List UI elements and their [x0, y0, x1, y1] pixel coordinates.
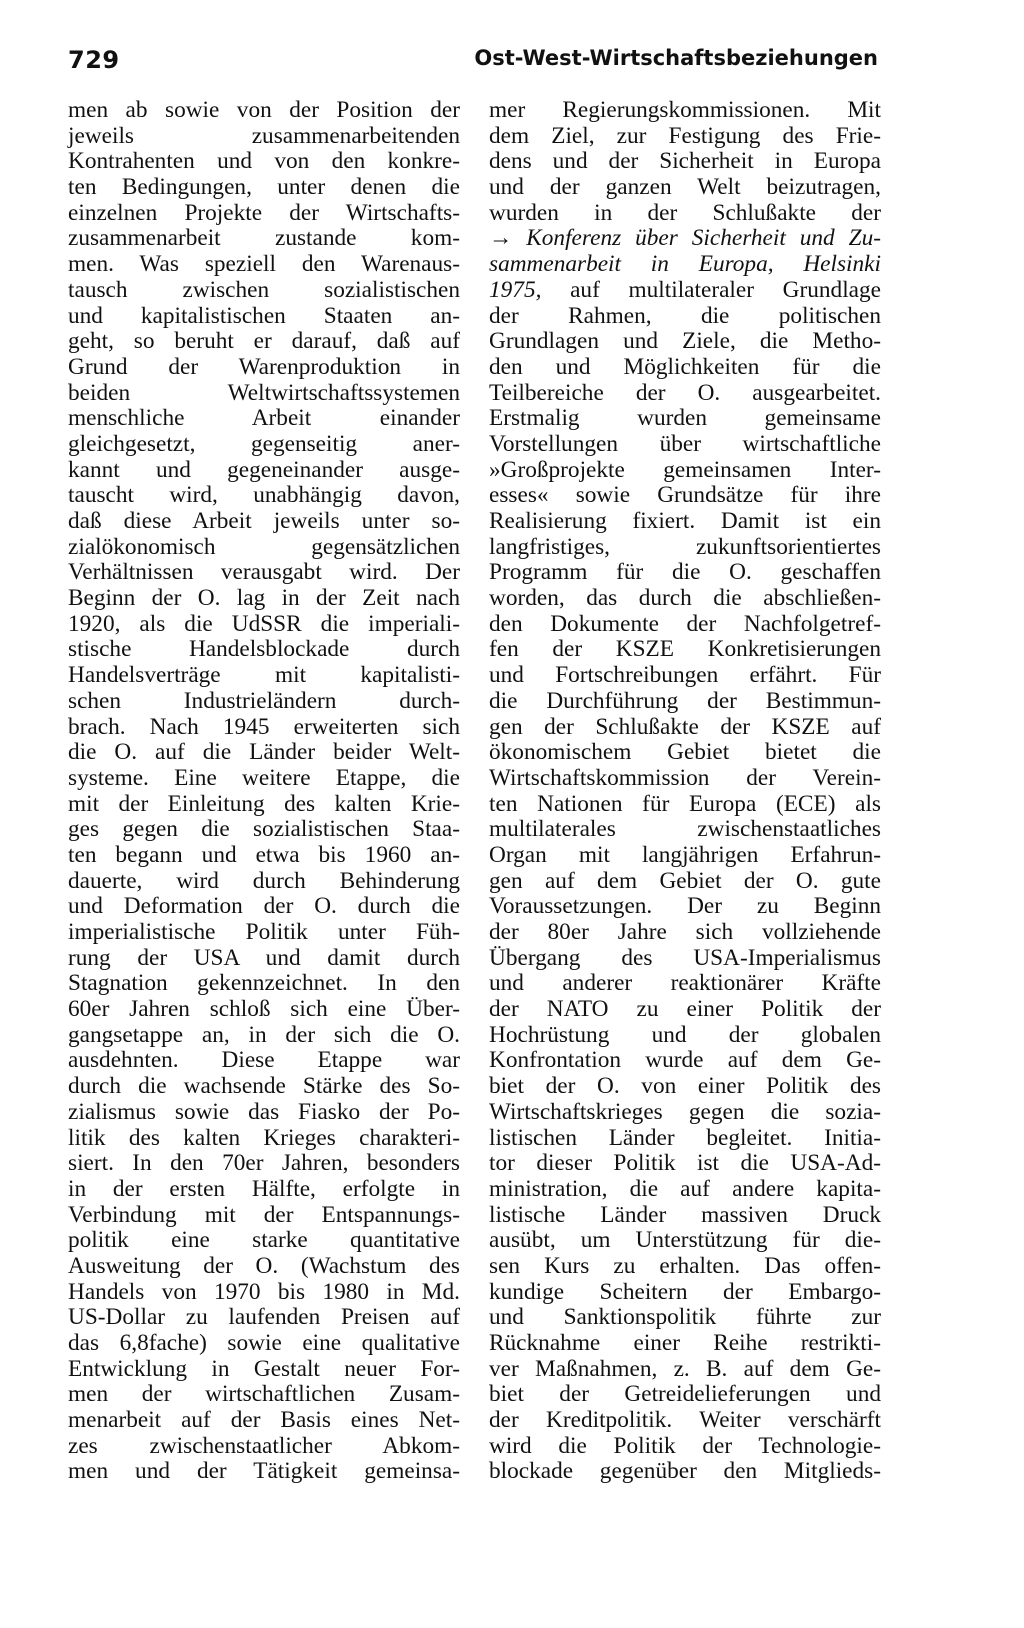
text-line: men der wirtschaftlichen Zusam-	[68, 1381, 460, 1408]
text-line: men. Was speziell den Warenaus-	[68, 251, 460, 278]
text-line: Stagnation gekennzeichnet. In den	[68, 970, 460, 997]
text-line: tausch zwischen sozialistischen	[68, 276, 460, 303]
text-line: ministration, die auf andere kapita-	[489, 1175, 881, 1202]
text-line: die Durchführung der Bestimmun-	[489, 687, 881, 714]
text-line: listischen Länder begleitet. Initia-	[489, 1124, 881, 1151]
text-line: Handels von 1970 bis 1980 in Md.	[68, 1278, 460, 1305]
text-line: brach. Nach 1945 erweiterten sich	[68, 713, 460, 740]
text-line: gangsetappe an, in der sich die O.	[68, 1021, 460, 1048]
text-line: politik eine starke quantitative	[68, 1227, 460, 1254]
text-line: und Deformation der O. durch die	[68, 893, 460, 920]
text-line: »Großprojekte gemeinsamen Inter-	[489, 456, 881, 483]
text-line: in der ersten Hälfte, erfolgte in	[68, 1175, 460, 1202]
text-line: Verbindung mit der Entspannungs-	[68, 1201, 460, 1228]
page-header	[68, 46, 878, 80]
text-line: mit der Einleitung des kalten Krie-	[68, 790, 460, 817]
text-line: Ausweitung der O. (Wachstum des	[68, 1252, 460, 1279]
text-line: imperialistische Politik unter Füh-	[68, 919, 460, 945]
text-line: multilaterales zwischenstaatliches	[489, 816, 881, 843]
text-line: men und der Tätigkeit gemeinsa-	[68, 1458, 460, 1485]
text-line: biet der O. von einer Politik des	[489, 1073, 881, 1100]
text-line: fen der KSZE Konkretisierungen	[489, 636, 881, 663]
text-line: Rücknahme einer Reihe restrikti-	[489, 1330, 881, 1356]
text-line: rung der USA und damit durch	[68, 944, 460, 971]
text-line: Wirtschaftskrieges gegen die sozia-	[489, 1098, 881, 1125]
text-line: zialökonomisch gegensätzlichen	[68, 533, 460, 560]
text-line: gleichgesetzt, gegenseitig aner-	[68, 430, 460, 457]
text-line: wurden in der Schlußakte der	[489, 199, 881, 226]
text-line: wird die Politik der Technologie-	[489, 1432, 881, 1459]
text-line: Erstmalig wurden gemeinsame	[489, 405, 881, 432]
text-line: gen auf dem Gebiet der O. gute	[489, 867, 881, 894]
running-title: Ost-West-Wirtschaftsbeziehungen	[474, 46, 878, 70]
text-line: ten Nationen für Europa (ECE) als	[489, 790, 881, 817]
text-line: Beginn der O. lag in der Zeit nach	[68, 585, 460, 612]
text-line: dauerte, wird durch Behinderung	[68, 867, 460, 894]
text-line: und Sanktionspolitik führte zur	[489, 1304, 881, 1331]
text-line: menarbeit auf der Basis eines Net-	[68, 1407, 460, 1434]
text-line: mer Regierungskommissionen. Mit	[489, 97, 881, 123]
text-line: Grundlagen und Ziele, die Metho-	[489, 328, 881, 355]
text-line: Handelsverträge mit kapitalisti-	[68, 662, 460, 689]
text-line: 1975, auf multilateraler Grundlage	[489, 276, 881, 303]
text-line: zusammenarbeit zustande kom-	[68, 225, 460, 252]
text-line: blockade gegenüber den Mitglieds-	[489, 1458, 881, 1485]
text-line: langfristiges, zukunftsorientiertes	[489, 533, 881, 560]
text-line: Organ mit langjährigen Erfahrun-	[489, 841, 881, 868]
text-line: kannt und gegeneinander ausge-	[68, 456, 460, 483]
text-column-right	[489, 98, 881, 1485]
text-line: kundige Scheitern der Embargo-	[489, 1278, 881, 1305]
text-line: und der ganzen Welt beizutragen,	[489, 174, 881, 201]
text-line: ausübt, um Unterstützung für die-	[489, 1227, 881, 1254]
text-line: Hochrüstung und der globalen	[489, 1021, 881, 1048]
text-line: ten begann und etwa bis 1960 an-	[68, 841, 460, 868]
text-line: schen Industrieländern durch-	[68, 687, 460, 714]
text-line: worden, das durch die abschließen-	[489, 585, 881, 612]
text-line: tauscht wird, unabhängig davon,	[68, 482, 460, 509]
text-line: der Kreditpolitik. Weiter verschärft	[489, 1407, 881, 1434]
text-line: durch die wachsende Stärke des So-	[68, 1073, 460, 1100]
text-line: men ab sowie von der Position der	[68, 97, 460, 123]
text-line: und kapitalistischen Staaten an-	[68, 302, 460, 329]
text-line: esses« sowie Grundsätze für ihre	[489, 482, 881, 509]
text-line: und anderer reaktionärer Kräfte	[489, 970, 881, 997]
text-line: Entwicklung in Gestalt neuer For-	[68, 1355, 460, 1382]
text-line: den und Möglichkeiten für die	[489, 353, 881, 380]
text-line: zialismus sowie das Fiasko der Po-	[68, 1098, 460, 1125]
text-line: menschliche Arbeit einander	[68, 405, 460, 432]
text-line: ausdehnten. Diese Etappe war	[68, 1047, 460, 1074]
text-line: der 80er Jahre sich vollziehende	[489, 919, 881, 945]
text-line: das 6,8fache) sowie eine qualitative	[68, 1330, 460, 1356]
text-line: Programm für die O. geschaffen	[489, 559, 881, 586]
page-number: 729	[68, 46, 120, 74]
text-line: 60er Jahren schloß sich eine Über-	[68, 996, 460, 1023]
text-line: stische Handelsblockade durch	[68, 636, 460, 663]
text-line: Teilbereiche der O. ausgearbeitet.	[489, 379, 881, 406]
text-line: der Rahmen, die politischen	[489, 302, 881, 329]
text-line: tor dieser Politik ist die USA-Ad-	[489, 1150, 881, 1177]
text-line: den Dokumente der Nachfolgetref-	[489, 610, 881, 637]
text-line: Grund der Warenproduktion in	[68, 353, 460, 380]
text-line: Vorstellungen über wirtschaftliche	[489, 430, 881, 457]
text-line: ver Maßnahmen, z. B. auf dem Ge-	[489, 1355, 881, 1382]
text-line: → Konferenz über Sicherheit und Zu-	[489, 225, 881, 252]
text-line: Konfrontation wurde auf dem Ge-	[489, 1047, 881, 1074]
text-line: Kontrahenten und von den konkre-	[68, 148, 460, 175]
text-column-left	[68, 98, 460, 1485]
text-line: systeme. Eine weitere Etappe, die	[68, 764, 460, 791]
text-line: Realisierung fixiert. Damit ist ein	[489, 508, 881, 534]
text-line: biet der Getreidelieferungen und	[489, 1381, 881, 1408]
text-line: dem Ziel, zur Festigung des Frie-	[489, 122, 881, 149]
text-line: US-Dollar zu laufenden Preisen auf	[68, 1304, 460, 1331]
text-line: zes zwischenstaatlicher Abkom-	[68, 1432, 460, 1459]
text-line: einzelnen Projekte der Wirtschafts-	[68, 199, 460, 226]
text-line: die O. auf die Länder beider Welt-	[68, 739, 460, 766]
text-line: dens und der Sicherheit in Europa	[489, 148, 881, 175]
text-line: geht, so beruht er darauf, daß auf	[68, 328, 460, 355]
text-line: jeweils zusammenarbeitenden	[68, 122, 460, 149]
text-line: sen Kurs zu erhalten. Das offen-	[489, 1252, 881, 1279]
text-line: ökonomischem Gebiet bietet die	[489, 739, 881, 766]
text-line: litik des kalten Krieges charakteri-	[68, 1124, 460, 1151]
text-line: gen der Schlußakte der KSZE auf	[489, 713, 881, 740]
text-line: ges gegen die sozialistischen Staa-	[68, 816, 460, 843]
text-line: und Fortschreibungen erfährt. Für	[489, 662, 881, 689]
text-line: Voraussetzungen. Der zu Beginn	[489, 893, 881, 920]
text-line: beiden Weltwirtschaftssystemen	[68, 379, 460, 406]
text-line: 1920, als die UdSSR die imperiali-	[68, 610, 460, 637]
text-line: Verhältnissen verausgabt wird. Der	[68, 559, 460, 586]
text-line: sammenarbeit in Europa, Helsinki	[489, 251, 881, 278]
text-line: siert. In den 70er Jahren, besonders	[68, 1150, 460, 1177]
text-line: Wirtschaftskommission der Verein-	[489, 764, 881, 791]
text-line: ten Bedingungen, unter denen die	[68, 174, 460, 201]
text-line: listische Länder massiven Druck	[489, 1201, 881, 1228]
text-line: daß diese Arbeit jeweils unter so-	[68, 508, 460, 534]
text-line: der NATO zu einer Politik der	[489, 996, 881, 1023]
text-line: Übergang des USA-Imperialismus	[489, 944, 881, 971]
